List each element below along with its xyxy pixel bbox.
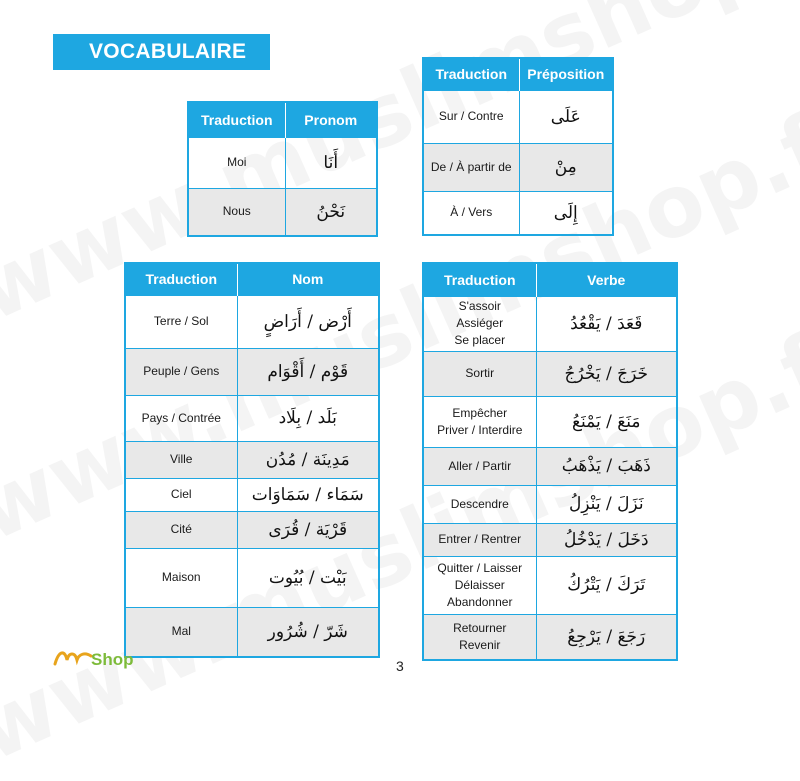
watermark <box>0 104 800 561</box>
muslimshop-logo <box>53 646 173 676</box>
watermark <box>0 324 800 781</box>
translation-cell: Terre / Sol <box>125 295 237 348</box>
arabic-cell: مَدِينَة / مُدُن <box>237 441 379 478</box>
arabic-cell: خَرَجَ / يَخْرُجُ <box>536 351 677 396</box>
translation-cell: Quitter / Laisser Délaisser Abandonner <box>423 556 536 614</box>
column-header: Traduction <box>188 102 285 137</box>
translation-cell: S'assoir Assiéger Se placer <box>423 296 536 351</box>
arabic-cell: مِنْ <box>519 143 613 191</box>
table-row <box>125 511 379 548</box>
arabic-cell: إِلَى <box>519 191 613 235</box>
translation-cell: Peuple / Gens <box>125 348 237 395</box>
page-title-banner <box>53 34 270 70</box>
translation-cell: Sortir <box>423 351 536 396</box>
table-row <box>125 548 379 607</box>
table-row <box>423 556 677 614</box>
logo-swirl-icon <box>53 646 93 672</box>
arabic-cell: مَنَعَ / يَمْنَعُ <box>536 396 677 447</box>
table-row <box>188 188 377 236</box>
arabic-cell: سَمَاء / سَمَاوَات <box>237 478 379 511</box>
arabic-cell: أَرْض / أَرَاضٍ <box>237 295 379 348</box>
arabic-cell: تَرَكَ / يَتْرُكُ <box>536 556 677 614</box>
translation-cell: Maison <box>125 548 237 607</box>
pronoun-table <box>187 101 378 237</box>
table-row <box>423 485 677 523</box>
translation-cell: Mal <box>125 607 237 657</box>
translation-cell: Empêcher Priver / Interdire <box>423 396 536 447</box>
translation-cell: Descendre <box>423 485 536 523</box>
arabic-cell: قَوْم / أَقْوَام <box>237 348 379 395</box>
arabic-cell: شَرّ / شُرُور <box>237 607 379 657</box>
table-row <box>423 90 613 143</box>
translation-cell: À / Vers <box>423 191 519 235</box>
column-header: Traduction <box>125 263 237 295</box>
translation-cell: Nous <box>188 188 285 236</box>
arabic-cell: بَلَد / بِلَاد <box>237 395 379 441</box>
arabic-cell: أَنَا <box>285 137 377 188</box>
table-row <box>423 396 677 447</box>
table-row <box>125 295 379 348</box>
translation-cell: Ville <box>125 441 237 478</box>
table-row <box>423 296 677 351</box>
preposition-table <box>422 57 614 236</box>
translation-cell: Pays / Contrée <box>125 395 237 441</box>
column-header: Pronom <box>285 102 377 137</box>
table-row <box>423 523 677 556</box>
column-header: Préposition <box>519 58 613 90</box>
translation-cell: Sur / Contre <box>423 90 519 143</box>
column-header: Nom <box>237 263 379 295</box>
arabic-cell: نَزَلَ / يَنْزِلُ <box>536 485 677 523</box>
column-header: Traduction <box>423 58 519 90</box>
table-row <box>423 191 613 235</box>
table-row <box>125 395 379 441</box>
translation-cell: Retourner Revenir <box>423 614 536 660</box>
page-title: VOCABULAIRE <box>89 40 247 63</box>
arabic-cell: قَرْيَة / قُرَى <box>237 511 379 548</box>
table-row <box>423 351 677 396</box>
translation-cell: Moi <box>188 137 285 188</box>
translation-cell: Entrer / Rentrer <box>423 523 536 556</box>
table-row <box>423 614 677 660</box>
translation-cell: Ciel <box>125 478 237 511</box>
arabic-cell: ذَهَبَ / يَذْهَبُ <box>536 447 677 485</box>
table-row <box>125 441 379 478</box>
arabic-cell: نَحْنُ <box>285 188 377 236</box>
arabic-cell: بَيْت / بُيُوت <box>237 548 379 607</box>
logo-text: Shop <box>91 650 134 669</box>
table-row <box>188 137 377 188</box>
column-header: Traduction <box>423 263 536 296</box>
table-row <box>423 447 677 485</box>
noun-table <box>124 262 380 658</box>
arabic-cell: عَلَى <box>519 90 613 143</box>
translation-cell: Aller / Partir <box>423 447 536 485</box>
arabic-cell: رَجَعَ / يَرْجِعُ <box>536 614 677 660</box>
table-row <box>125 478 379 511</box>
page-number: 3 <box>396 658 404 674</box>
table-row <box>125 348 379 395</box>
verb-table <box>422 262 678 661</box>
translation-cell: De / À partir de <box>423 143 519 191</box>
table-row <box>423 143 613 191</box>
arabic-cell: دَخَلَ / يَدْخُلُ <box>536 523 677 556</box>
column-header: Verbe <box>536 263 677 296</box>
arabic-cell: قَعَدَ / يَقْعُدُ <box>536 296 677 351</box>
translation-cell: Cité <box>125 511 237 548</box>
